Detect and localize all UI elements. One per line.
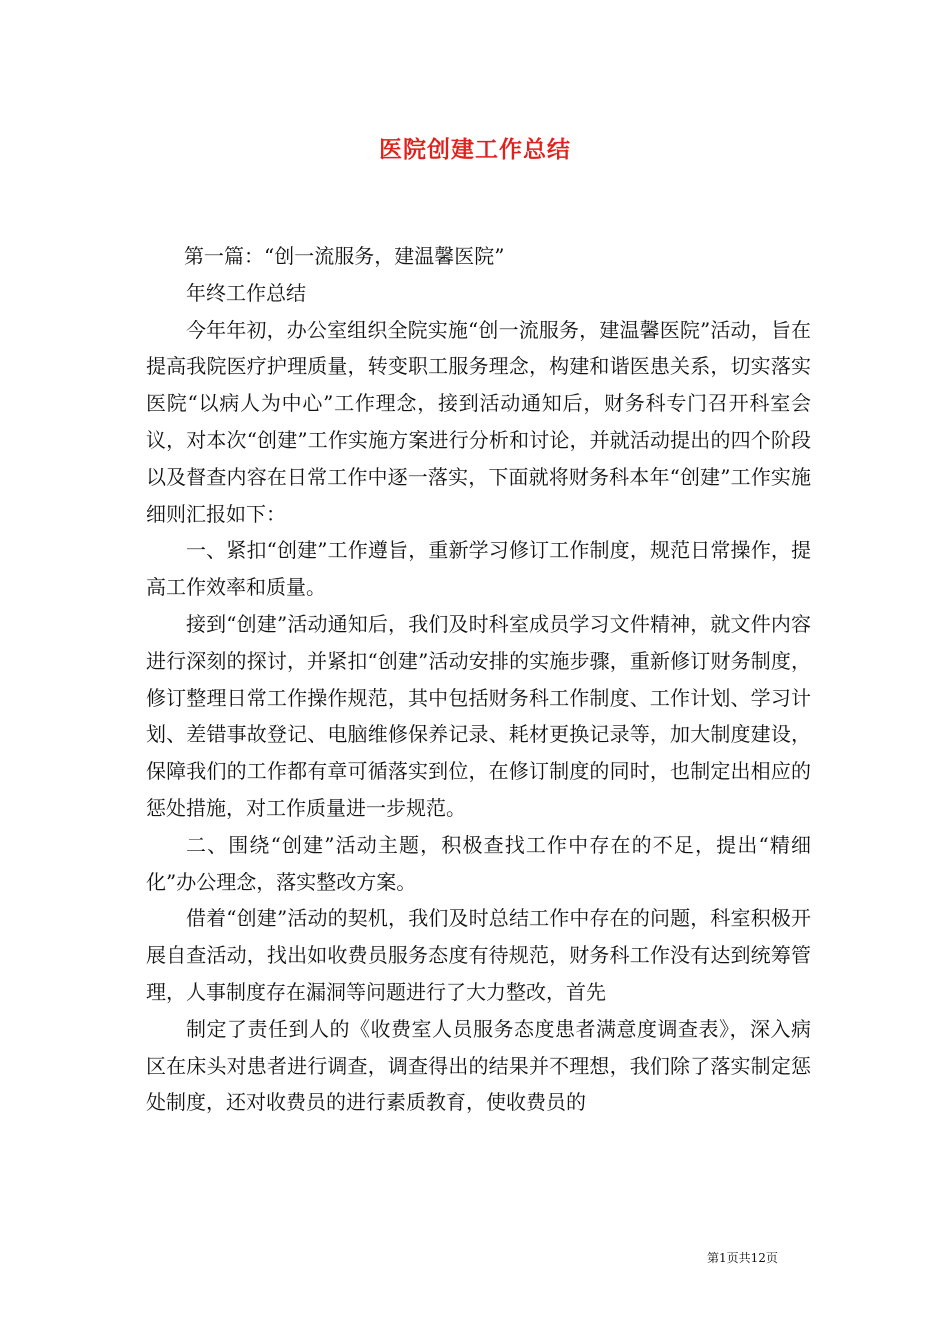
document-title: 医院创建工作总结 xyxy=(379,136,571,163)
section-subheading: 年终工作总结 xyxy=(186,280,306,305)
section-heading: 第一篇：“创一流服务，建温馨医院” xyxy=(184,244,505,268)
paragraph-survey: 制定了责任到人的《收费室人员服务态度患者满意度调查表》，深入病区在床头对患者进行调查，调查得出的结果并不理想，我们除了落实制定惩处制度，还对收费员的进行素质教育，使收费员的 xyxy=(146,1016,811,1115)
paragraph-point-one-detail: 接到“创建”活动通知后，我们及时科室成员学习文件精神，就文件内容进行深刻的探讨，并紧扣“创建”活动安排的实施步骤，重新修订财务制度，修订整理日常工作操作规范，其中包括财务科工作制度、工作计划、学习计划、差错事故登记、电脑维修保养记录、耗材更换记录等，加大制度建设，保障我们的工作都有章可循落实到位，在修订制度的同时，也制定出相应的惩处措施，对工作质量进一步规范。 xyxy=(146,611,811,820)
document-body xyxy=(146,238,811,1121)
paragraph-point-two: 二、围绕“创建”活动主题，积极查找工作中存在的不足，提出“精细化”办公理念，落实整改方案。 xyxy=(146,832,811,894)
paragraph-point-two-detail: 借着“创建”活动的契机，我们及时总结工作中存在的问题，科室积极开展自查活动，找出如收费员服务态度有待规范，财务科工作没有达到统筹管理，人事制度存在漏洞等问题进行了大力整改，首先 xyxy=(146,906,811,1004)
paragraph-point-one: 一、紧扣“创建”工作遵旨，重新学习修订工作制度，规范日常操作，提高工作效率和质量。 xyxy=(146,538,811,600)
page-number-footer: 第1页共12页 xyxy=(707,1251,778,1265)
paragraph-intro: 今年年初，办公室组织全院实施“创一流服务，建温馨医院”活动，旨在提高我院医疗护理质量，转变职工服务理念，构建和谐医患关系，切实落实医院“以病人为中心”工作理念，接到活动通知后，财务科专门召开科室会议，对本次“创建”工作实施方案进行分析和讨论，并就活动提出的四个阶段以及督查内容在日常工作中逐一落实，下面就将财务科本年“创建”工作实施细则汇报如下： xyxy=(146,317,811,526)
